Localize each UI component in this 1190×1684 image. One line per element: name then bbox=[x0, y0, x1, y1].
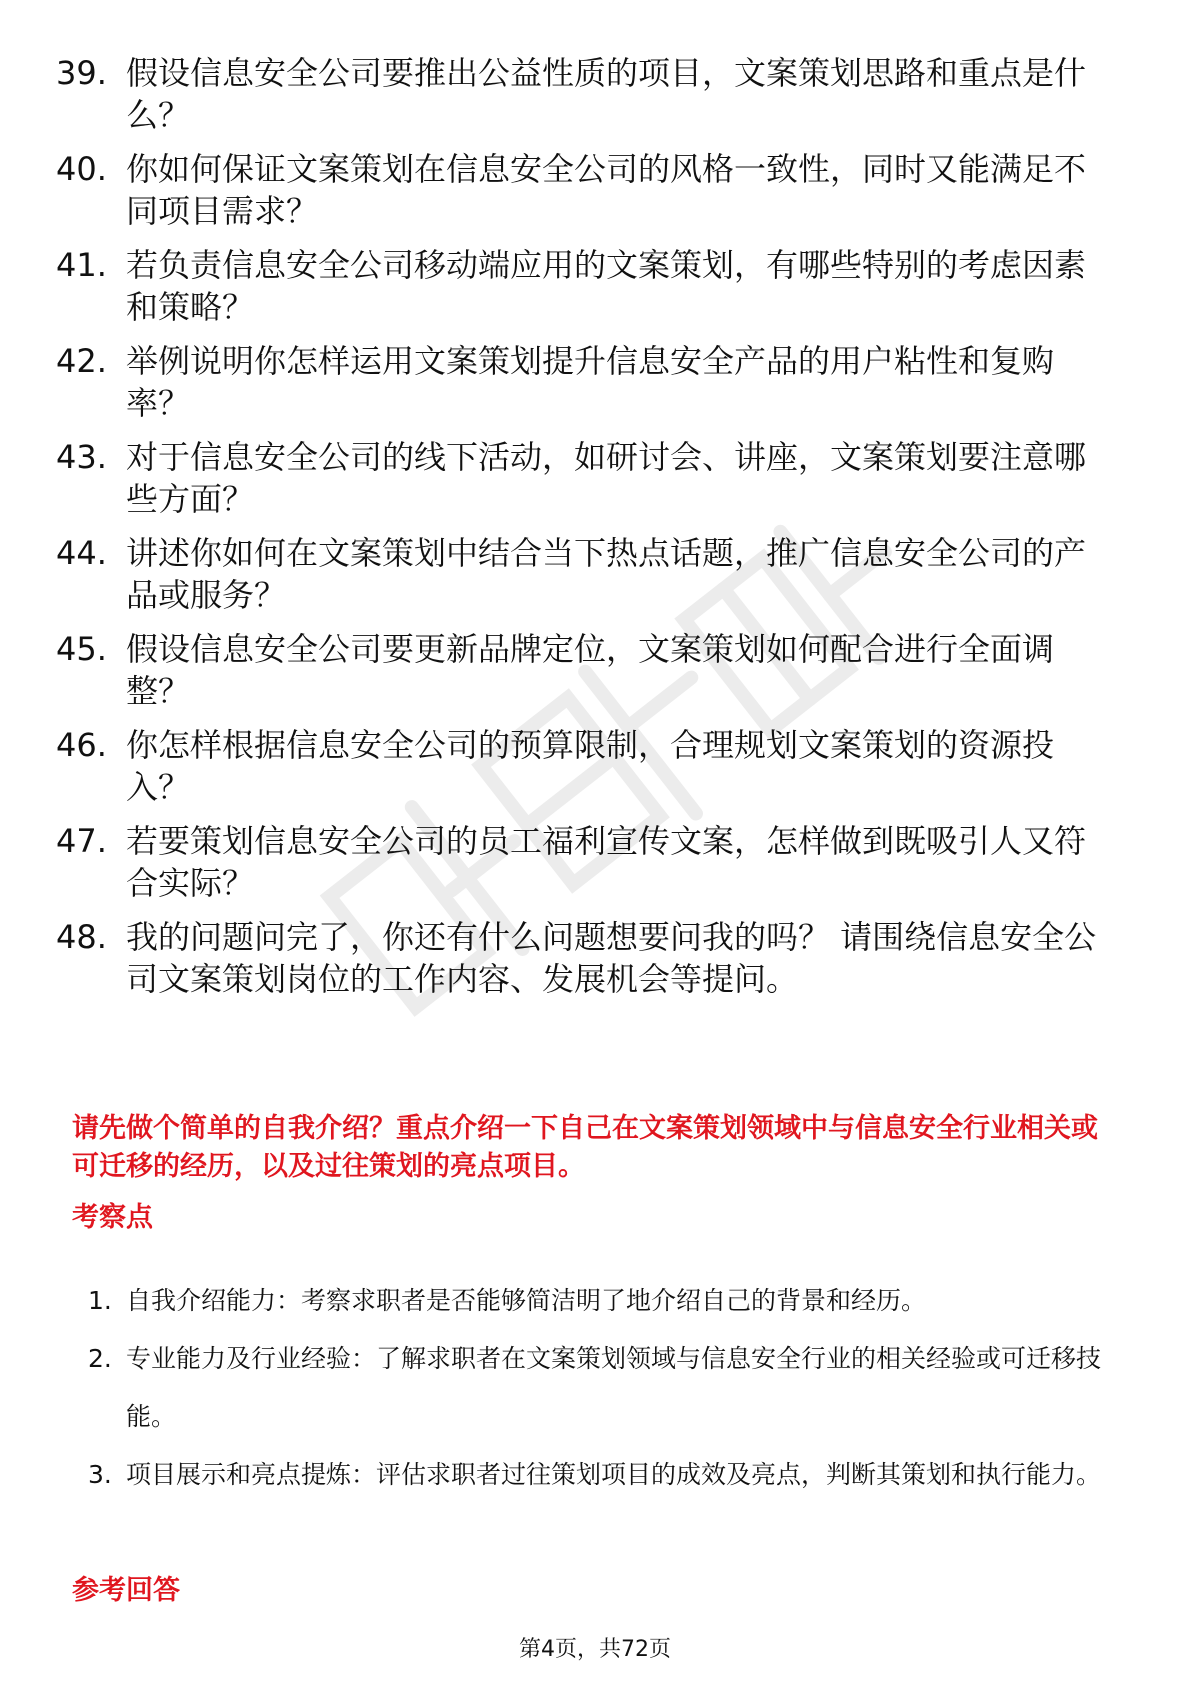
question-text: 假设信息安全公司要推出公益性质的项目，文案策划思路和重点是什么？ bbox=[126, 54, 1087, 134]
list-item bbox=[0, 436, 1190, 532]
list-item bbox=[0, 52, 1190, 148]
point-text: 项目展示和亮点提炼：评估求职者过往策划项目的成效及亮点，判断其策划和执行能力。 bbox=[126, 1460, 1102, 1489]
question-number: 47. bbox=[56, 822, 107, 860]
question-number: 42. bbox=[56, 342, 107, 380]
question-number: 44. bbox=[56, 534, 107, 572]
point-number: 3. bbox=[88, 1460, 112, 1489]
question-number: 43. bbox=[56, 438, 107, 476]
question-text: 我的问题问完了，你还有什么问题想要问我的吗？ 请围绕信息安全公司文案策划岗位的工作内容、发展机会等提问。 bbox=[126, 918, 1097, 998]
section-heading-cankao: 参考回答 bbox=[72, 1575, 180, 1606]
question-number: 45. bbox=[56, 630, 107, 668]
question-text: 若要策划信息安全公司的员工福利宣传文案，怎样做到既吸引人又符合实际？ bbox=[126, 822, 1087, 902]
list-item bbox=[0, 628, 1190, 724]
question-number: 40. bbox=[56, 150, 107, 188]
question-text: 你如何保证文案策划在信息安全公司的风格一致性，同时又能满足不同项目需求？ bbox=[126, 150, 1087, 230]
question-text: 对于信息安全公司的线下活动，如研讨会、讲座，文案策划要注意哪些方面？ bbox=[126, 438, 1087, 518]
question-text: 你怎样根据信息安全公司的预算限制，合理规划文案策划的资源投入？ bbox=[126, 726, 1055, 806]
page-number-footer: 第4页，共72页 bbox=[519, 1637, 671, 1662]
point-number: 2. bbox=[88, 1344, 112, 1373]
list-item bbox=[0, 724, 1190, 820]
question-text: 若负责信息安全公司移动端应用的文案策划，有哪些特别的考虑因素和策略？ bbox=[126, 246, 1087, 326]
question-number: 39. bbox=[56, 54, 107, 92]
list-item bbox=[0, 148, 1190, 244]
section-heading-kaochadian: 考察点 bbox=[72, 1202, 153, 1233]
question-text: 举例说明你怎样运用文案策划提升信息安全产品的用户粘性和复购率？ bbox=[126, 342, 1055, 422]
point-text: 专业能力及行业经验：了解求职者在文案策划领域与信息安全行业的相关经验或可迁移技能。 bbox=[126, 1344, 1102, 1431]
point-number: 1. bbox=[88, 1286, 112, 1315]
list-item bbox=[0, 820, 1190, 916]
question-text: 假设信息安全公司要更新品牌定位，文案策划如何配合进行全面调整？ bbox=[126, 630, 1055, 710]
highlighted-question: 请先做个简单的自我介绍？重点介绍一下自己在文案策划领域中与信息安全行业相关或可迁移的经历，以及过往策划的亮点项目。 bbox=[72, 1113, 1098, 1182]
question-text: 讲述你如何在文案策划中结合当下热点话题，推广信息安全公司的产品或服务？ bbox=[126, 534, 1087, 614]
question-number: 46. bbox=[56, 726, 107, 764]
list-item bbox=[0, 340, 1190, 436]
list-item bbox=[0, 916, 1190, 1012]
list-item bbox=[0, 244, 1190, 340]
list-item bbox=[0, 532, 1190, 628]
question-number: 48. bbox=[56, 918, 107, 956]
question-number: 41. bbox=[56, 246, 107, 284]
point-text: 自我介绍能力：考察求职者是否能够简洁明了地介绍自己的背景和经历。 bbox=[126, 1286, 927, 1315]
